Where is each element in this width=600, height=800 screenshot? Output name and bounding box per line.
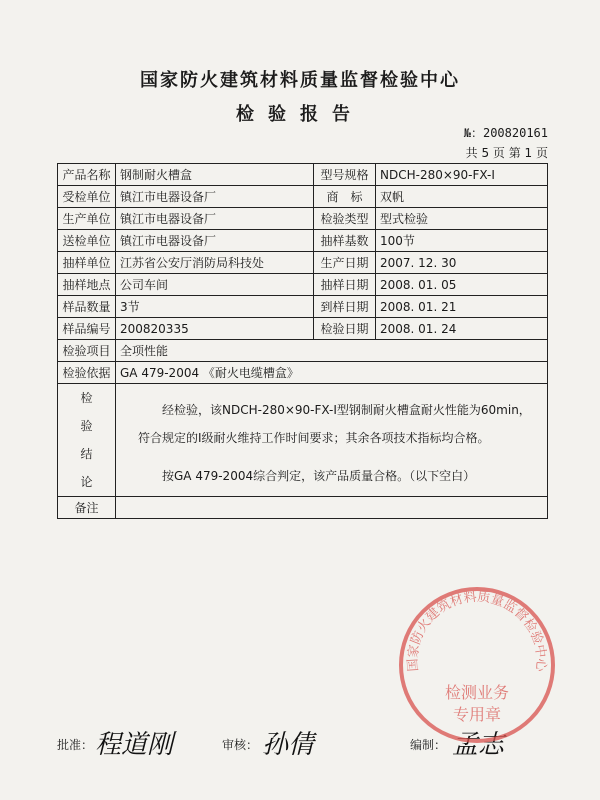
conclusion-label-char: 结	[80, 447, 93, 461]
sampler-label: 抽样单位	[58, 252, 116, 274]
organization-name: 国家防火建筑材料质量监督检验中心	[140, 70, 460, 91]
table-row	[58, 274, 548, 296]
table-row	[58, 318, 548, 340]
table-row	[58, 208, 548, 230]
sample-date-label: 抽样日期	[314, 274, 376, 296]
client-value: 镇江市电器设备厂	[116, 186, 314, 208]
remarks-label: 备注	[58, 497, 116, 519]
report-table	[57, 163, 548, 519]
manufacturer-label: 生产单位	[58, 208, 116, 230]
table-row	[58, 186, 548, 208]
test-type-value: 型式检验	[376, 208, 548, 230]
seal-arc-text	[406, 589, 549, 673]
test-items-value: 全项性能	[116, 340, 548, 362]
test-date-label: 检验日期	[314, 318, 376, 340]
sample-number-label: 样品编号	[58, 318, 116, 340]
table-row	[58, 362, 548, 384]
conclusion-paragraph-1: 经检验，该NDCH-280×90-FX-Ⅰ型钢制耐火槽盒耐火性能为60min，符合规定的Ⅰ级耐火维持工作时间要求；其余各项技术指标均合格。	[138, 403, 531, 445]
conclusion-body	[116, 384, 548, 497]
brand-label: 商 标	[314, 186, 376, 208]
brand-value: 双帆	[376, 186, 548, 208]
test-items-label: 检验项目	[58, 340, 116, 362]
sender-value: 镇江市电器设备厂	[116, 230, 314, 252]
base-label: 抽样基数	[314, 230, 376, 252]
approver-label: 批准：	[57, 738, 94, 752]
seal-line-2: 专用章	[452, 705, 502, 724]
conclusion-paragraph-2: 按GA 479-2004综合判定，该产品质量合格。（以下空白）	[162, 469, 476, 483]
table-row	[58, 497, 548, 519]
table-row	[58, 164, 548, 186]
manufacturer-value: 镇江市电器设备厂	[116, 208, 314, 230]
sample-number-value: 200820335	[116, 318, 314, 340]
production-date-label: 生产日期	[314, 252, 376, 274]
sampler-value: 江苏省公安厅消防局科技处	[116, 252, 314, 274]
product-name-label: 产品名称	[58, 164, 116, 186]
table-row	[58, 230, 548, 252]
conclusion-label-char: 验	[80, 419, 93, 433]
place-value: 公司车间	[116, 274, 314, 296]
conclusion-label-char: 论	[80, 475, 93, 489]
product-name-value: 钢制耐火槽盒	[116, 164, 314, 186]
report-title: 检验报告	[236, 104, 364, 125]
page-count: 共 5 页 第 1 页	[465, 146, 548, 160]
report-number: №：200820161	[463, 126, 548, 140]
test-basis-value: GA 479-2004 《耐火电缆槽盒》	[116, 362, 548, 384]
table-row	[58, 384, 548, 497]
table-row	[58, 296, 548, 318]
author-signature: 孟志	[452, 730, 505, 760]
arrival-date-value: 2008. 01. 21	[376, 296, 548, 318]
test-date-value: 2008. 01. 24	[376, 318, 548, 340]
quantity-value: 3节	[116, 296, 314, 318]
model-value: NDCH-280×90-FX-Ⅰ	[376, 164, 548, 186]
test-type-label: 检验类型	[314, 208, 376, 230]
reviewer-signature: 孙倩	[262, 730, 315, 760]
test-basis-label: 检验依据	[58, 362, 116, 384]
place-label: 抽样地点	[58, 274, 116, 296]
model-label: 型号规格	[314, 164, 376, 186]
remarks-value	[116, 497, 548, 519]
author-label: 编制：	[410, 738, 447, 752]
sender-label: 送检单位	[58, 230, 116, 252]
seal-org-text: 国家防火建筑材料质量监督检验中心	[405, 589, 549, 672]
quantity-label: 样品数量	[58, 296, 116, 318]
conclusion-label	[58, 384, 116, 497]
base-value: 100节	[376, 230, 548, 252]
sample-date-value: 2008. 01. 05	[376, 274, 548, 296]
table-row	[58, 252, 548, 274]
approver-signature: 程道刚	[95, 730, 174, 760]
seal-ring	[401, 589, 553, 741]
arrival-date-label: 到样日期	[314, 296, 376, 318]
reviewer-label: 审核：	[222, 738, 259, 752]
seal-line-1: 检测业务	[444, 683, 510, 702]
production-date-value: 2007. 12. 30	[376, 252, 548, 274]
client-label: 受检单位	[58, 186, 116, 208]
table-row	[58, 340, 548, 362]
conclusion-label-char: 检	[80, 391, 93, 405]
